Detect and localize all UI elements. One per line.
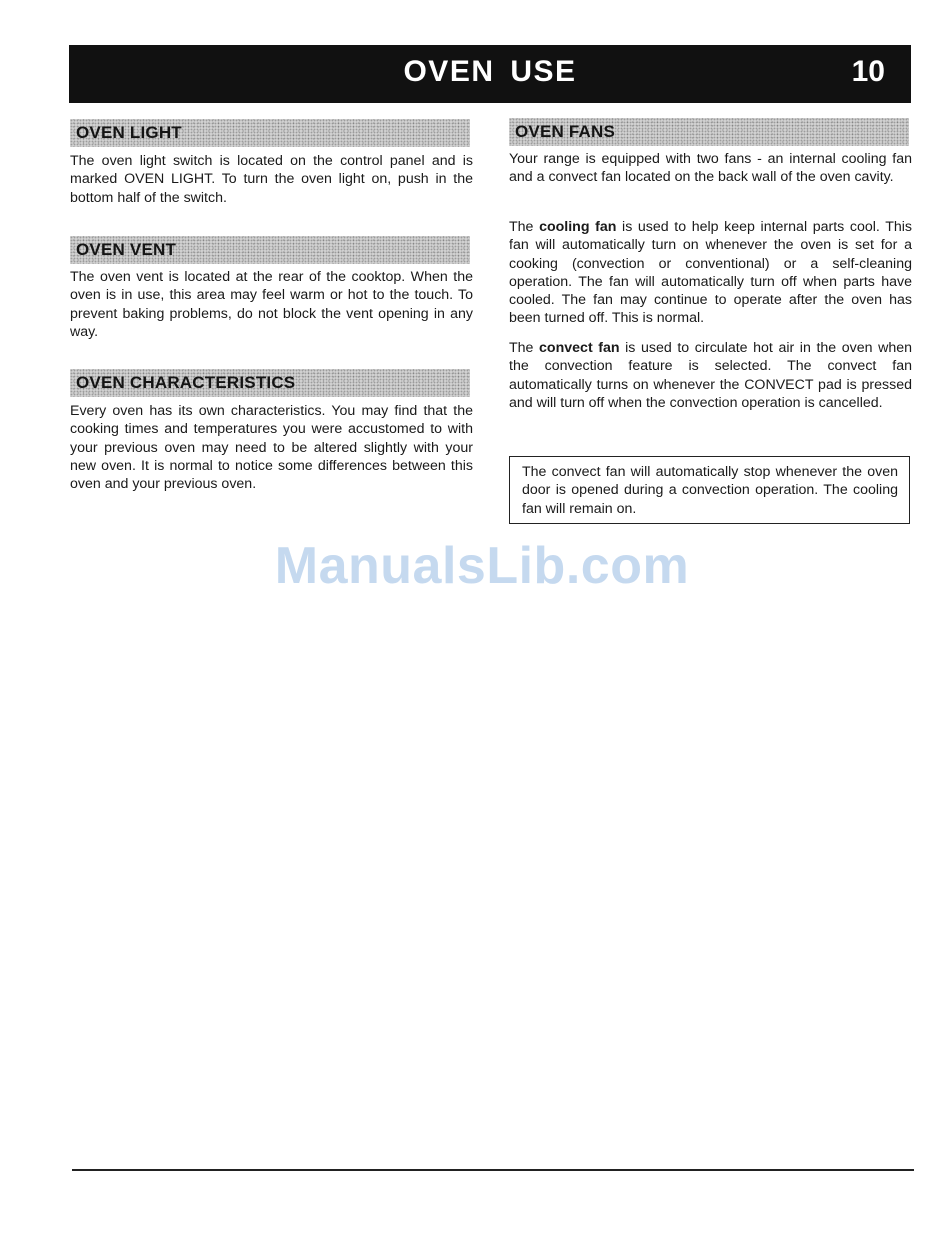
section-heading-text: OVEN VENT — [76, 240, 177, 259]
cooling-fan-term: cooling fan — [539, 219, 617, 235]
convect-fan-lead: The — [509, 340, 540, 356]
section-heading-oven-characteristics — [70, 369, 470, 397]
section-heading-text: OVEN CHARACTERISTICS — [76, 373, 296, 392]
oven-light-paragraph: The oven light switch is located on the control panel and is marked OVEN LIGHT. To turn the oven light on, push in the bottom half of the switch. — [70, 153, 473, 206]
note-box — [509, 456, 910, 524]
section-heading-text: OVEN LIGHT — [76, 123, 182, 142]
section-heading-oven-fans — [509, 118, 909, 146]
page-number: 10 — [851, 55, 885, 88]
footer-rule — [72, 1169, 914, 1171]
page-title: OVEN USE — [403, 55, 577, 88]
note-text: The convect fan will automatically stop whenever the oven door is opened during a convection operation. The cooling fan will remain on. — [522, 464, 898, 517]
cooling-fan-text: is used to help keep internal parts cool. This fan will automatically turn on whenever the oven is set for a cooking (convection or conventional) or a self-cleaning operation. The fan will automatically turn off when parts have cooled. The fan may continue to operate after the oven has been turned off. This is normal. — [509, 219, 913, 327]
cooling-fan-paragraph — [509, 218, 912, 328]
oven-vent-paragraph: The oven vent is located at the rear of the cooktop. When the oven is in use, this area may feel warm or hot to the touch. To prevent baking problems, do not block the vent opening in any way. — [70, 269, 473, 340]
oven-characteristics-paragraph: Every oven has its own characteristics. You may find that the cooking times and temperatures you were accustomed to with your previous oven may need to be altered slightly with your new oven. It is normal to notice some differences between this oven and your previous oven. — [70, 403, 473, 493]
section-heading-oven-vent — [70, 236, 470, 264]
cooling-fan-lead: The — [509, 219, 540, 235]
oven-fans-intro-paragraph: Your range is equipped with two fans - an internal cooling fan and a convect fan located on the back wall of the oven cavity. — [509, 151, 912, 186]
section-heading-oven-light — [70, 119, 470, 147]
page-header — [69, 45, 911, 103]
convect-fan-term: convect fan — [539, 340, 620, 356]
convect-fan-text: is used to circulate hot air in the oven when the convection feature is selected. The convect fan automatically turns on whenever the CONVECT pad is pressed and will turn off when the convection operation is cancelled. — [509, 340, 913, 411]
section-heading-text: OVEN FANS — [515, 122, 616, 141]
convect-fan-paragraph — [509, 339, 912, 412]
watermark: ManualsLib.com — [274, 537, 690, 595]
